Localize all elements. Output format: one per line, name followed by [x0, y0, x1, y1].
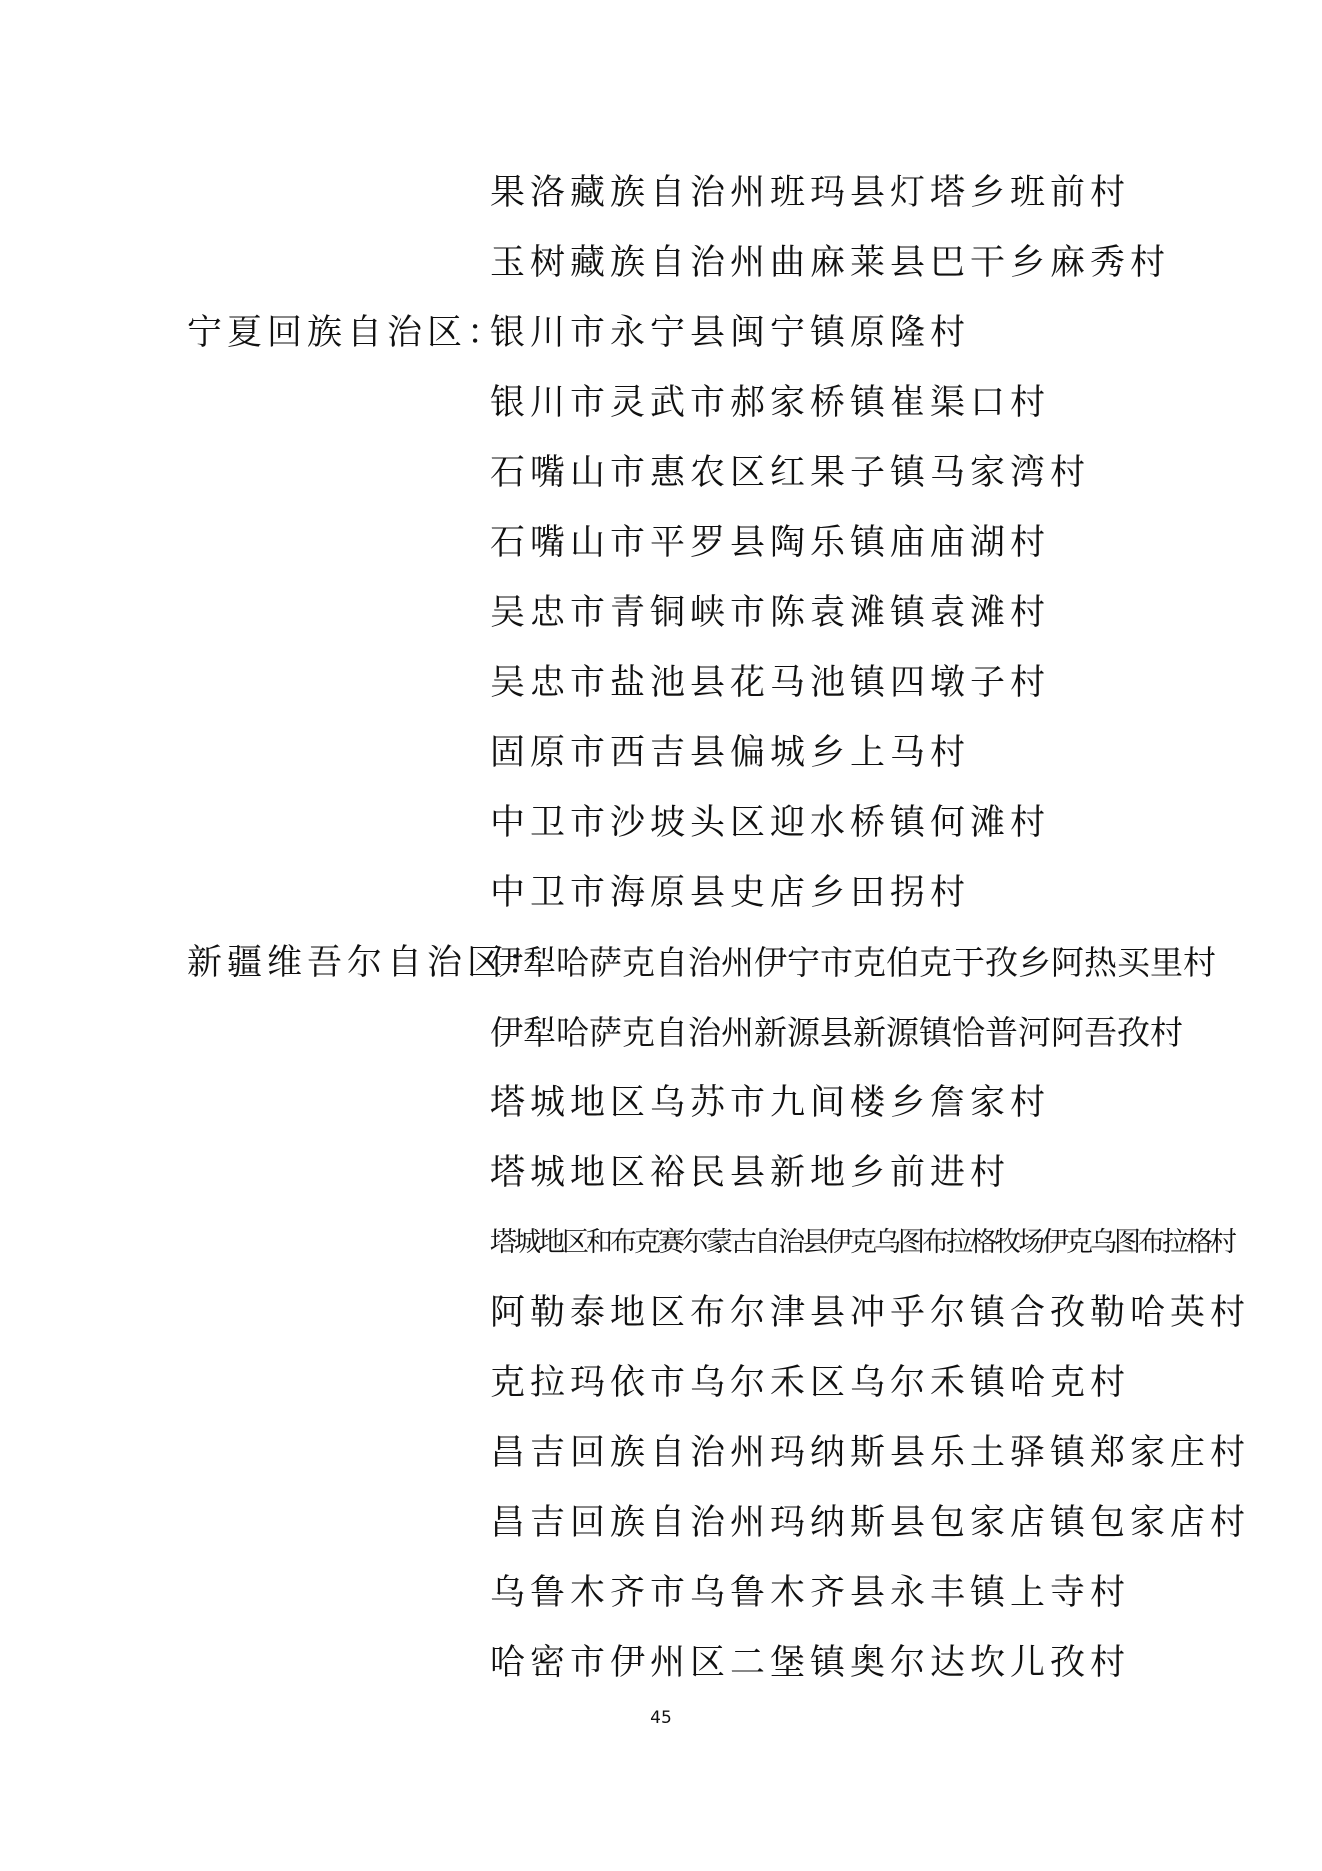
list-item — [0, 928, 1322, 998]
village-name: 昌吉回族自治州玛纳斯县包家店镇包家店村 — [490, 1503, 1251, 1543]
village-name: 伊犁哈萨克自治州新源县新源镇恰普河阿吾孜村 — [490, 1013, 1183, 1052]
list-item — [0, 1138, 1322, 1208]
village-name: 吴忠市青铜峡市陈袁滩镇袁滩村 — [490, 593, 1051, 633]
list-item — [0, 858, 1322, 928]
village-name: 银川市永宁县闽宁镇原隆村 — [490, 313, 971, 353]
list-item — [0, 648, 1322, 718]
page-number: 45 — [650, 1708, 672, 1728]
village-name: 克拉玛依市乌尔禾区乌尔禾镇哈克村 — [490, 1363, 1131, 1403]
village-name: 乌鲁木齐市乌鲁木齐县永丰镇上寺村 — [490, 1573, 1131, 1613]
list-item — [0, 1488, 1322, 1558]
list-item — [0, 1068, 1322, 1138]
village-name: 中卫市沙坡头区迎水桥镇何滩村 — [490, 803, 1051, 843]
list-item — [0, 998, 1322, 1068]
village-name: 石嘴山市惠农区红果子镇马家湾村 — [490, 453, 1091, 493]
village-name: 塔城地区和布克赛尔蒙古自治县伊克乌图布拉格牧场伊克乌图布拉格村 — [490, 1227, 1234, 1258]
village-name: 银川市灵武市郝家桥镇崔渠口村 — [490, 383, 1051, 423]
list-item — [0, 1418, 1322, 1488]
list-item — [0, 578, 1322, 648]
region-name: 宁夏回族自治区： — [187, 313, 508, 353]
list-item — [0, 788, 1322, 858]
list-item — [0, 1208, 1322, 1278]
region-name: 新疆维吾尔自治区： — [187, 943, 548, 983]
list-item — [0, 158, 1322, 228]
list-item — [0, 1278, 1322, 1348]
village-name: 阿勒泰地区布尔津县冲乎尔镇合孜勒哈英村 — [490, 1293, 1251, 1333]
village-name: 哈密市伊州区二堡镇奥尔达坎儿孜村 — [490, 1643, 1131, 1683]
list-item — [0, 368, 1322, 438]
list-item — [0, 1628, 1322, 1698]
list-item — [0, 508, 1322, 578]
village-name: 昌吉回族自治州玛纳斯县乐土驿镇郑家庄村 — [490, 1433, 1251, 1473]
list-item — [0, 438, 1322, 508]
village-name: 吴忠市盐池县花马池镇四墩子村 — [490, 663, 1051, 703]
list-item — [0, 718, 1322, 788]
village-name: 塔城地区裕民县新地乡前进村 — [490, 1153, 1011, 1193]
list-item — [0, 228, 1322, 298]
village-name: 塔城地区乌苏市九间楼乡詹家村 — [490, 1083, 1051, 1123]
list-item — [0, 1558, 1322, 1628]
village-name: 中卫市海原县史店乡田拐村 — [490, 873, 971, 913]
village-name: 固原市西吉县偏城乡上马村 — [490, 733, 971, 773]
village-name: 伊犁哈萨克自治州伊宁市克伯克于孜乡阿热买里村 — [490, 943, 1216, 982]
list-item — [0, 1348, 1322, 1418]
village-name: 果洛藏族自治州班玛县灯塔乡班前村 — [490, 173, 1131, 213]
village-name: 石嘴山市平罗县陶乐镇庙庙湖村 — [490, 523, 1051, 563]
list-item — [0, 298, 1322, 368]
village-name: 玉树藏族自治州曲麻莱县巴干乡麻秀村 — [490, 243, 1171, 283]
